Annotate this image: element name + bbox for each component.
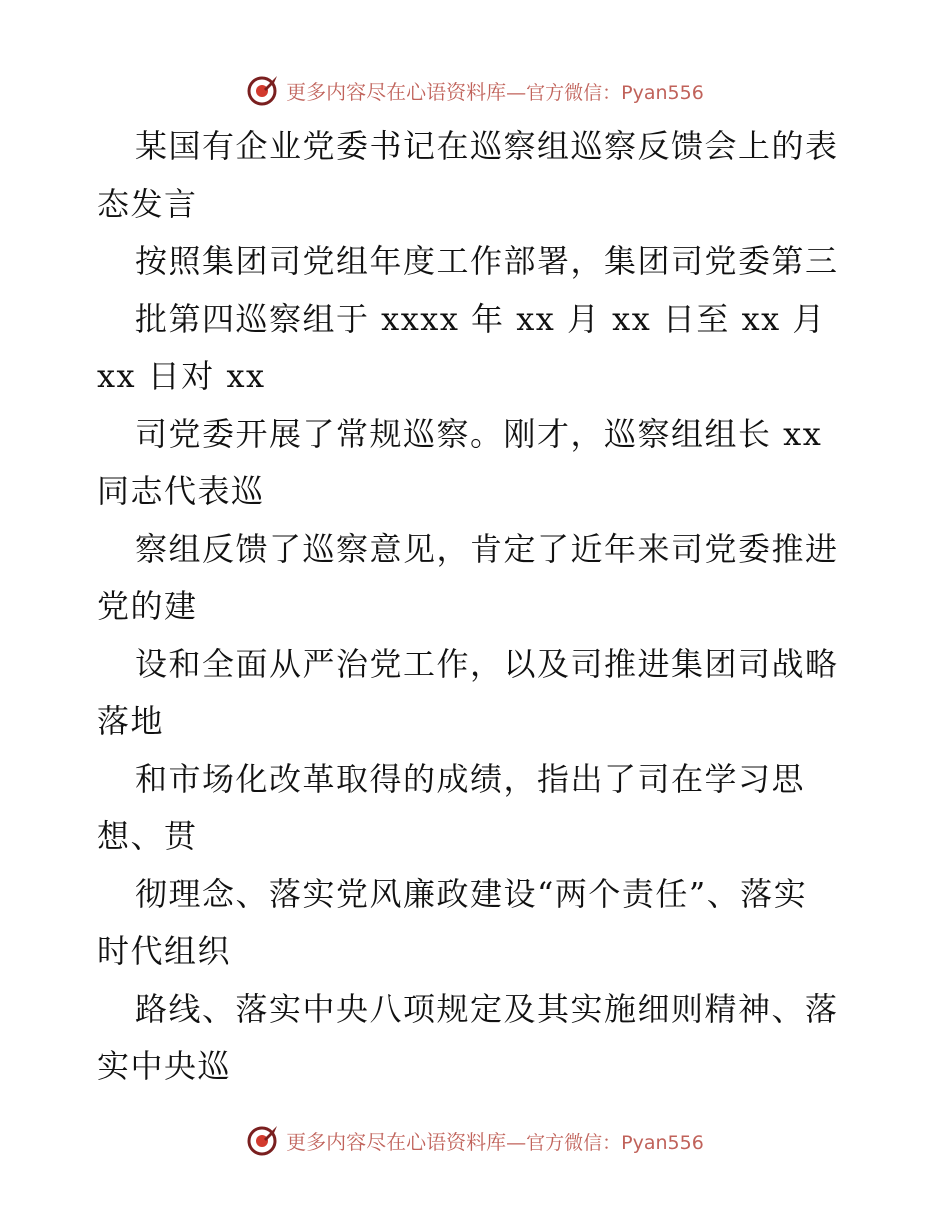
banner-title: 更多内容尽在心语资料库— xyxy=(286,79,527,104)
text-line: 设和全面从严治党工作，以及司推进集团司战略 xyxy=(135,644,839,683)
document-body xyxy=(97,118,857,1096)
banner-text xyxy=(286,76,704,105)
text-line: 时代组织 xyxy=(97,932,232,970)
text-line: 和市场化改革取得的成绩，指出了司在学习思 xyxy=(135,759,806,798)
quill-logo-icon xyxy=(246,73,280,107)
text-line: 同志代表巡 xyxy=(97,472,265,510)
quill-logo-icon xyxy=(246,1123,280,1157)
text-line: 司党委开展了常规巡察。刚才，巡察组组长 xx xyxy=(135,414,823,453)
text-line: 按照集团司党组年度工作部署，集团司党委第三 xyxy=(135,242,839,280)
banner-wechat: 官方微信：Pyan556 xyxy=(526,1131,704,1154)
text-line: 彻理念、落实党风廉政建设“两个责任”、落实 xyxy=(135,874,808,913)
text-line: 想、贯 xyxy=(97,817,198,855)
text-line: 察组反馈了巡察意见，肯定了近年来司党委推进 xyxy=(135,529,839,568)
header-banner xyxy=(0,70,950,110)
text-line: 路线、落实中央八项规定及其实施细则精神、落 xyxy=(135,989,839,1028)
text-line: 批第四巡察组于 xxxx 年 xx 月 xx 日至 xx 月 xyxy=(135,299,826,338)
text-line: 态发言 xyxy=(97,184,198,223)
banner-wechat: 官方微信：Pyan556 xyxy=(526,81,704,104)
text-line: 某国有企业党委书记在巡察组巡察反馈会上的表 xyxy=(135,127,839,165)
text-line: 实中央巡 xyxy=(97,1047,232,1085)
text-line: 落地 xyxy=(97,702,165,740)
text-line: 党的建 xyxy=(97,587,198,625)
banner-title: 更多内容尽在心语资料库— xyxy=(286,1129,527,1154)
text-line: xx 日对 xx xyxy=(97,357,266,395)
footer-banner xyxy=(0,1120,950,1160)
banner-text xyxy=(286,1126,704,1155)
